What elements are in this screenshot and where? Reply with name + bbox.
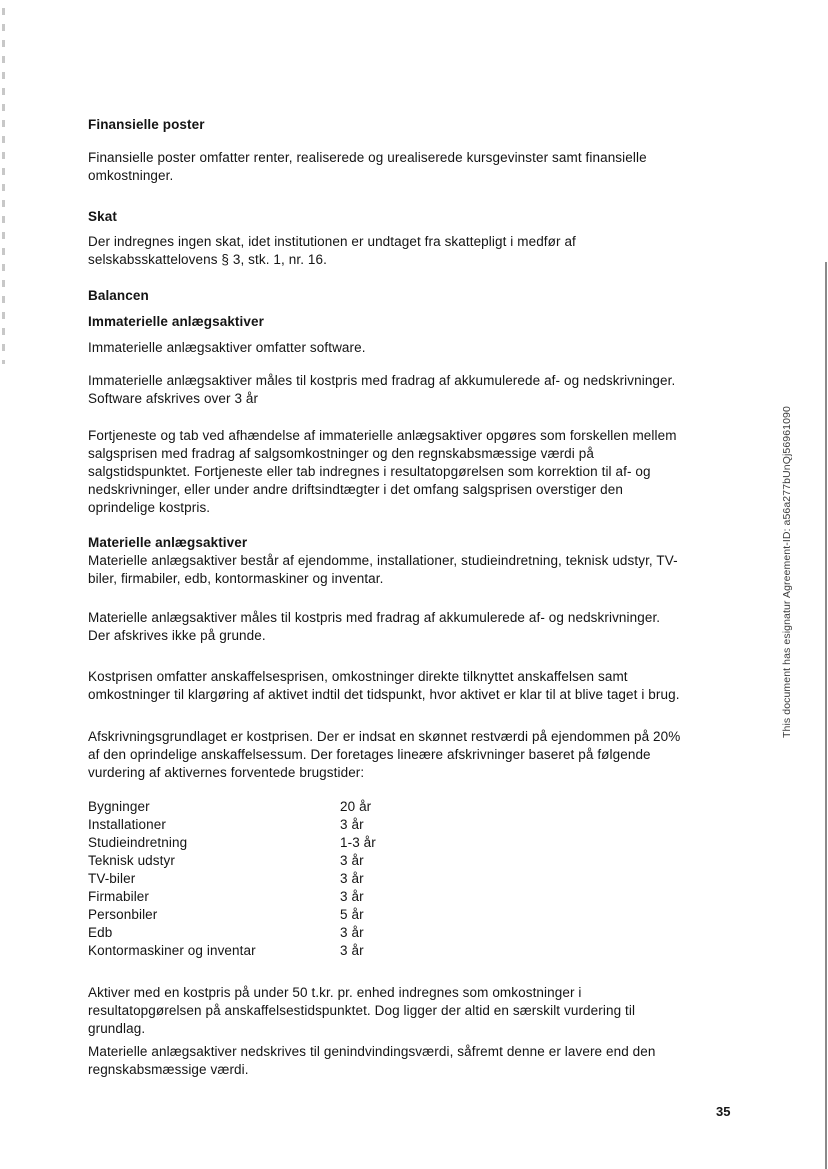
table-row <box>88 798 376 816</box>
asset-type-label: Firmabiler <box>88 889 150 904</box>
paragraph-nedskrivning <box>88 1043 656 1079</box>
paragraph-line: selskabsskattelovens § 3, stk. 1, nr. 16. <box>88 252 327 267</box>
paragraph-line: regnskabsmæssige værdi. <box>88 1062 249 1077</box>
scan-edge-line-right <box>825 262 827 1169</box>
paragraph-materielle-2 <box>88 609 660 645</box>
depreciation-period-value: 1-3 år <box>340 835 376 850</box>
paragraph-line: nedskrivninger, eller under andre driftsindtægter i det omfang salgsprisen overstiger den <box>88 482 623 497</box>
table-row <box>88 906 376 924</box>
paragraph-immaterielle-1 <box>88 339 366 357</box>
paragraph-line: omkostninger til klargøring af aktivet indtil det tidspunkt, hvor aktivet er klar til at blive taget i brug. <box>88 687 680 702</box>
paragraph-immaterielle-2 <box>88 372 675 408</box>
paragraph-line: Kostprisen omfatter anskaffelsesprisen, omkostninger direkte tilknyttet anskaffelsen samt <box>88 669 628 684</box>
depreciation-period-value: 5 år <box>340 907 364 922</box>
asset-type-label: Bygninger <box>88 799 150 814</box>
paragraph-aktiver-kostpris <box>88 984 635 1038</box>
paragraph-line: af den oprindelige anskaffelsessum. Der foretages lineære afskrivninger baseret på følgende <box>88 747 651 762</box>
paragraph-line: Aktiver med en kostpris på under 50 t.kr. pr. enhed indregnes som omkostninger i <box>88 985 582 1000</box>
paragraph-materielle-4 <box>88 728 680 782</box>
asset-type-label: Edb <box>88 925 113 940</box>
table-row <box>88 834 376 852</box>
paragraph-line: salgstidspunktet. Fortjeneste eller tab indregnes i resultatopgørelsen som korrektion til af- og <box>88 464 651 479</box>
section-heading-skat: Skat <box>88 209 117 224</box>
depreciation-period-value: 3 år <box>340 853 364 868</box>
paragraph-line: Immaterielle anlægsaktiver omfatter software. <box>88 340 366 355</box>
paragraph-materielle-3 <box>88 668 680 704</box>
paragraph-line: Software afskrives over 3 år <box>88 391 259 406</box>
table-row <box>88 816 376 834</box>
asset-type-label: Teknisk udstyr <box>88 853 175 868</box>
depreciation-period-value: 20 år <box>340 799 372 814</box>
depreciation-period-value: 3 år <box>340 871 364 886</box>
asset-type-label: Installationer <box>88 817 166 832</box>
paragraph-line: Afskrivningsgrundlaget er kostprisen. Der er indsat en skønnet restværdi på ejendommen på 20% <box>88 729 681 744</box>
paragraph-line: Der indregnes ingen skat, idet institutionen er undtaget fra skattepligt i medfør af <box>88 234 576 249</box>
paragraph-line: Materielle anlægsaktiver måles til kostpris med fradrag af akkumulerede af- og nedskrivninger. <box>88 610 661 625</box>
paragraph-line: Materielle anlægsaktiver består af ejendomme, installationer, studieindretning, teknisk udstyr, TV- <box>88 553 678 568</box>
paragraph-line: Materielle anlægsaktiver nedskrives til genindvindingsværdi, såfremt denne er lavere end den <box>88 1044 656 1059</box>
paragraph-line: biler, firmabiler, edb, kontormaskiner og inventar. <box>88 571 384 586</box>
table-row <box>88 888 376 906</box>
section-heading-balancen: Balancen <box>88 288 149 303</box>
paragraph-line: vurdering af aktivernes forventede brugstider: <box>88 765 365 780</box>
paragraph-line: Fortjeneste og tab ved afhændelse af immaterielle anlægsaktiver opgøres som forskellen mellem <box>88 428 677 443</box>
depreciation-period-value: 3 år <box>340 943 364 958</box>
paragraph-line: omkostninger. <box>88 168 174 183</box>
paragraph-line: Immaterielle anlægsaktiver måles til kostpris med fradrag af akkumulerede af- og nedskrivninger. <box>88 373 676 388</box>
paragraph-line: Finansielle poster omfatter renter, realiserede og urealiserede kursgevinster samt finansielle <box>88 150 647 165</box>
table-row <box>88 852 376 870</box>
asset-type-label: TV-biler <box>88 871 136 886</box>
section-heading-finansielle-poster: Finansielle poster <box>88 117 205 132</box>
page-number: 35 <box>716 1104 731 1119</box>
paragraph-finansielle-poster <box>88 149 647 185</box>
asset-type-label: Personbiler <box>88 907 158 922</box>
paragraph-line: resultatopgørelsen på anskaffelsestidspunktet. Dog ligger der altid en særskilt vurdering til <box>88 1003 636 1018</box>
paragraph-line: Der afskrives ikke på grunde. <box>88 628 266 643</box>
asset-type-label: Kontormaskiner og inventar <box>88 943 256 958</box>
paragraph-line: grundlag. <box>88 1021 146 1036</box>
depreciation-period-value: 3 år <box>340 925 364 940</box>
table-row <box>88 924 376 942</box>
scan-edge-artifact-left <box>2 8 5 364</box>
depreciation-period-value: 3 år <box>340 889 364 904</box>
section-heading-materielle-anlaegsaktiver: Materielle anlægsaktiver <box>88 535 248 550</box>
section-heading-immaterielle-anlaegsaktiver: Immaterielle anlægsaktiver <box>88 314 264 329</box>
asset-type-label: Studieindretning <box>88 835 188 850</box>
paragraph-materielle-1 <box>88 552 678 588</box>
table-row <box>88 942 376 960</box>
paragraph-line: oprindelige kostpris. <box>88 500 211 515</box>
depreciation-period-value: 3 år <box>340 817 364 832</box>
depreciation-table <box>88 798 376 960</box>
esignatur-agreement-id-stamp: This document has esignatur Agreement-ID: a56a277bUnQj56961090 <box>781 406 793 738</box>
paragraph-line: salgsprisen med fradrag af salgsomkostninger og den regnskabsmæssige værdi på <box>88 446 594 461</box>
paragraph-skat <box>88 233 576 269</box>
paragraph-immaterielle-3 <box>88 427 677 517</box>
table-row <box>88 870 376 888</box>
